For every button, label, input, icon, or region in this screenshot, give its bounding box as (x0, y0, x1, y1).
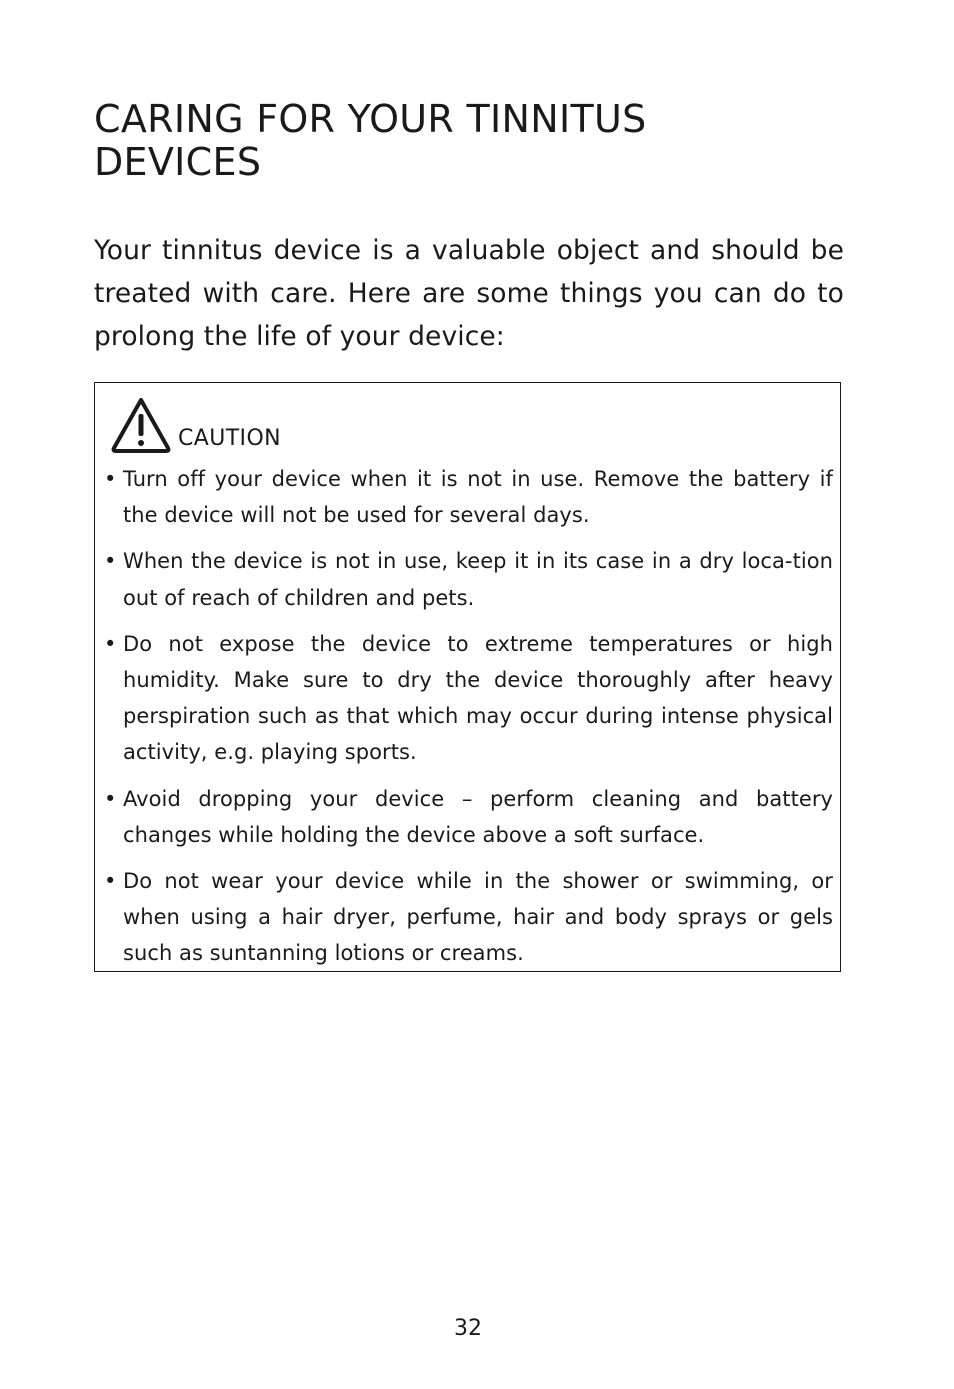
caution-label: CAUTION (178, 426, 282, 451)
page-title: CARING FOR YOUR TINNITUS DEVICES (94, 97, 647, 184)
caution-header (110, 397, 281, 453)
bullet: • (104, 869, 117, 894)
list-item-text: Do not expose the device to extreme temperatures or high humidity. Make sure to dry the device thoroughly after heavy perspiration such as that which may occur during intense physical activity, e.g. playing sports. (123, 631, 833, 765)
list-item (104, 863, 833, 972)
caution-list (104, 461, 833, 982)
list-item (104, 781, 833, 853)
bullet: • (104, 467, 117, 491)
caution-box (94, 382, 841, 972)
bullet: • (104, 786, 117, 811)
intro-paragraph: Your tinnitus device is a valuable object and should be treated with care. Here are some things you can do to prolong the life of your device: (94, 235, 844, 352)
page-number: 32 (454, 1316, 482, 1341)
list-item-text: Turn off your device when it is not in use. Remove the battery if the device will not be used for several days. (123, 467, 833, 528)
list-item-text: Do not wear your device while in the shower or swimming, or when using a hair dryer, perfume, hair and body sprays or gels such as suntanning lotions or creams. (123, 869, 833, 966)
page-content (94, 97, 844, 966)
list-item (104, 626, 833, 771)
list-item (104, 461, 833, 533)
list-item-text: When the device is not in use, keep it in its case in a dry loca-tion out of reach of children and pets. (123, 549, 833, 610)
list-item-text: Avoid dropping your device – perform cleaning and battery changes while holding the device above a soft surface. (123, 786, 833, 847)
bullet: • (104, 631, 117, 656)
bullet: • (104, 549, 117, 574)
list-item (104, 543, 833, 615)
warning-triangle-icon (110, 397, 172, 453)
